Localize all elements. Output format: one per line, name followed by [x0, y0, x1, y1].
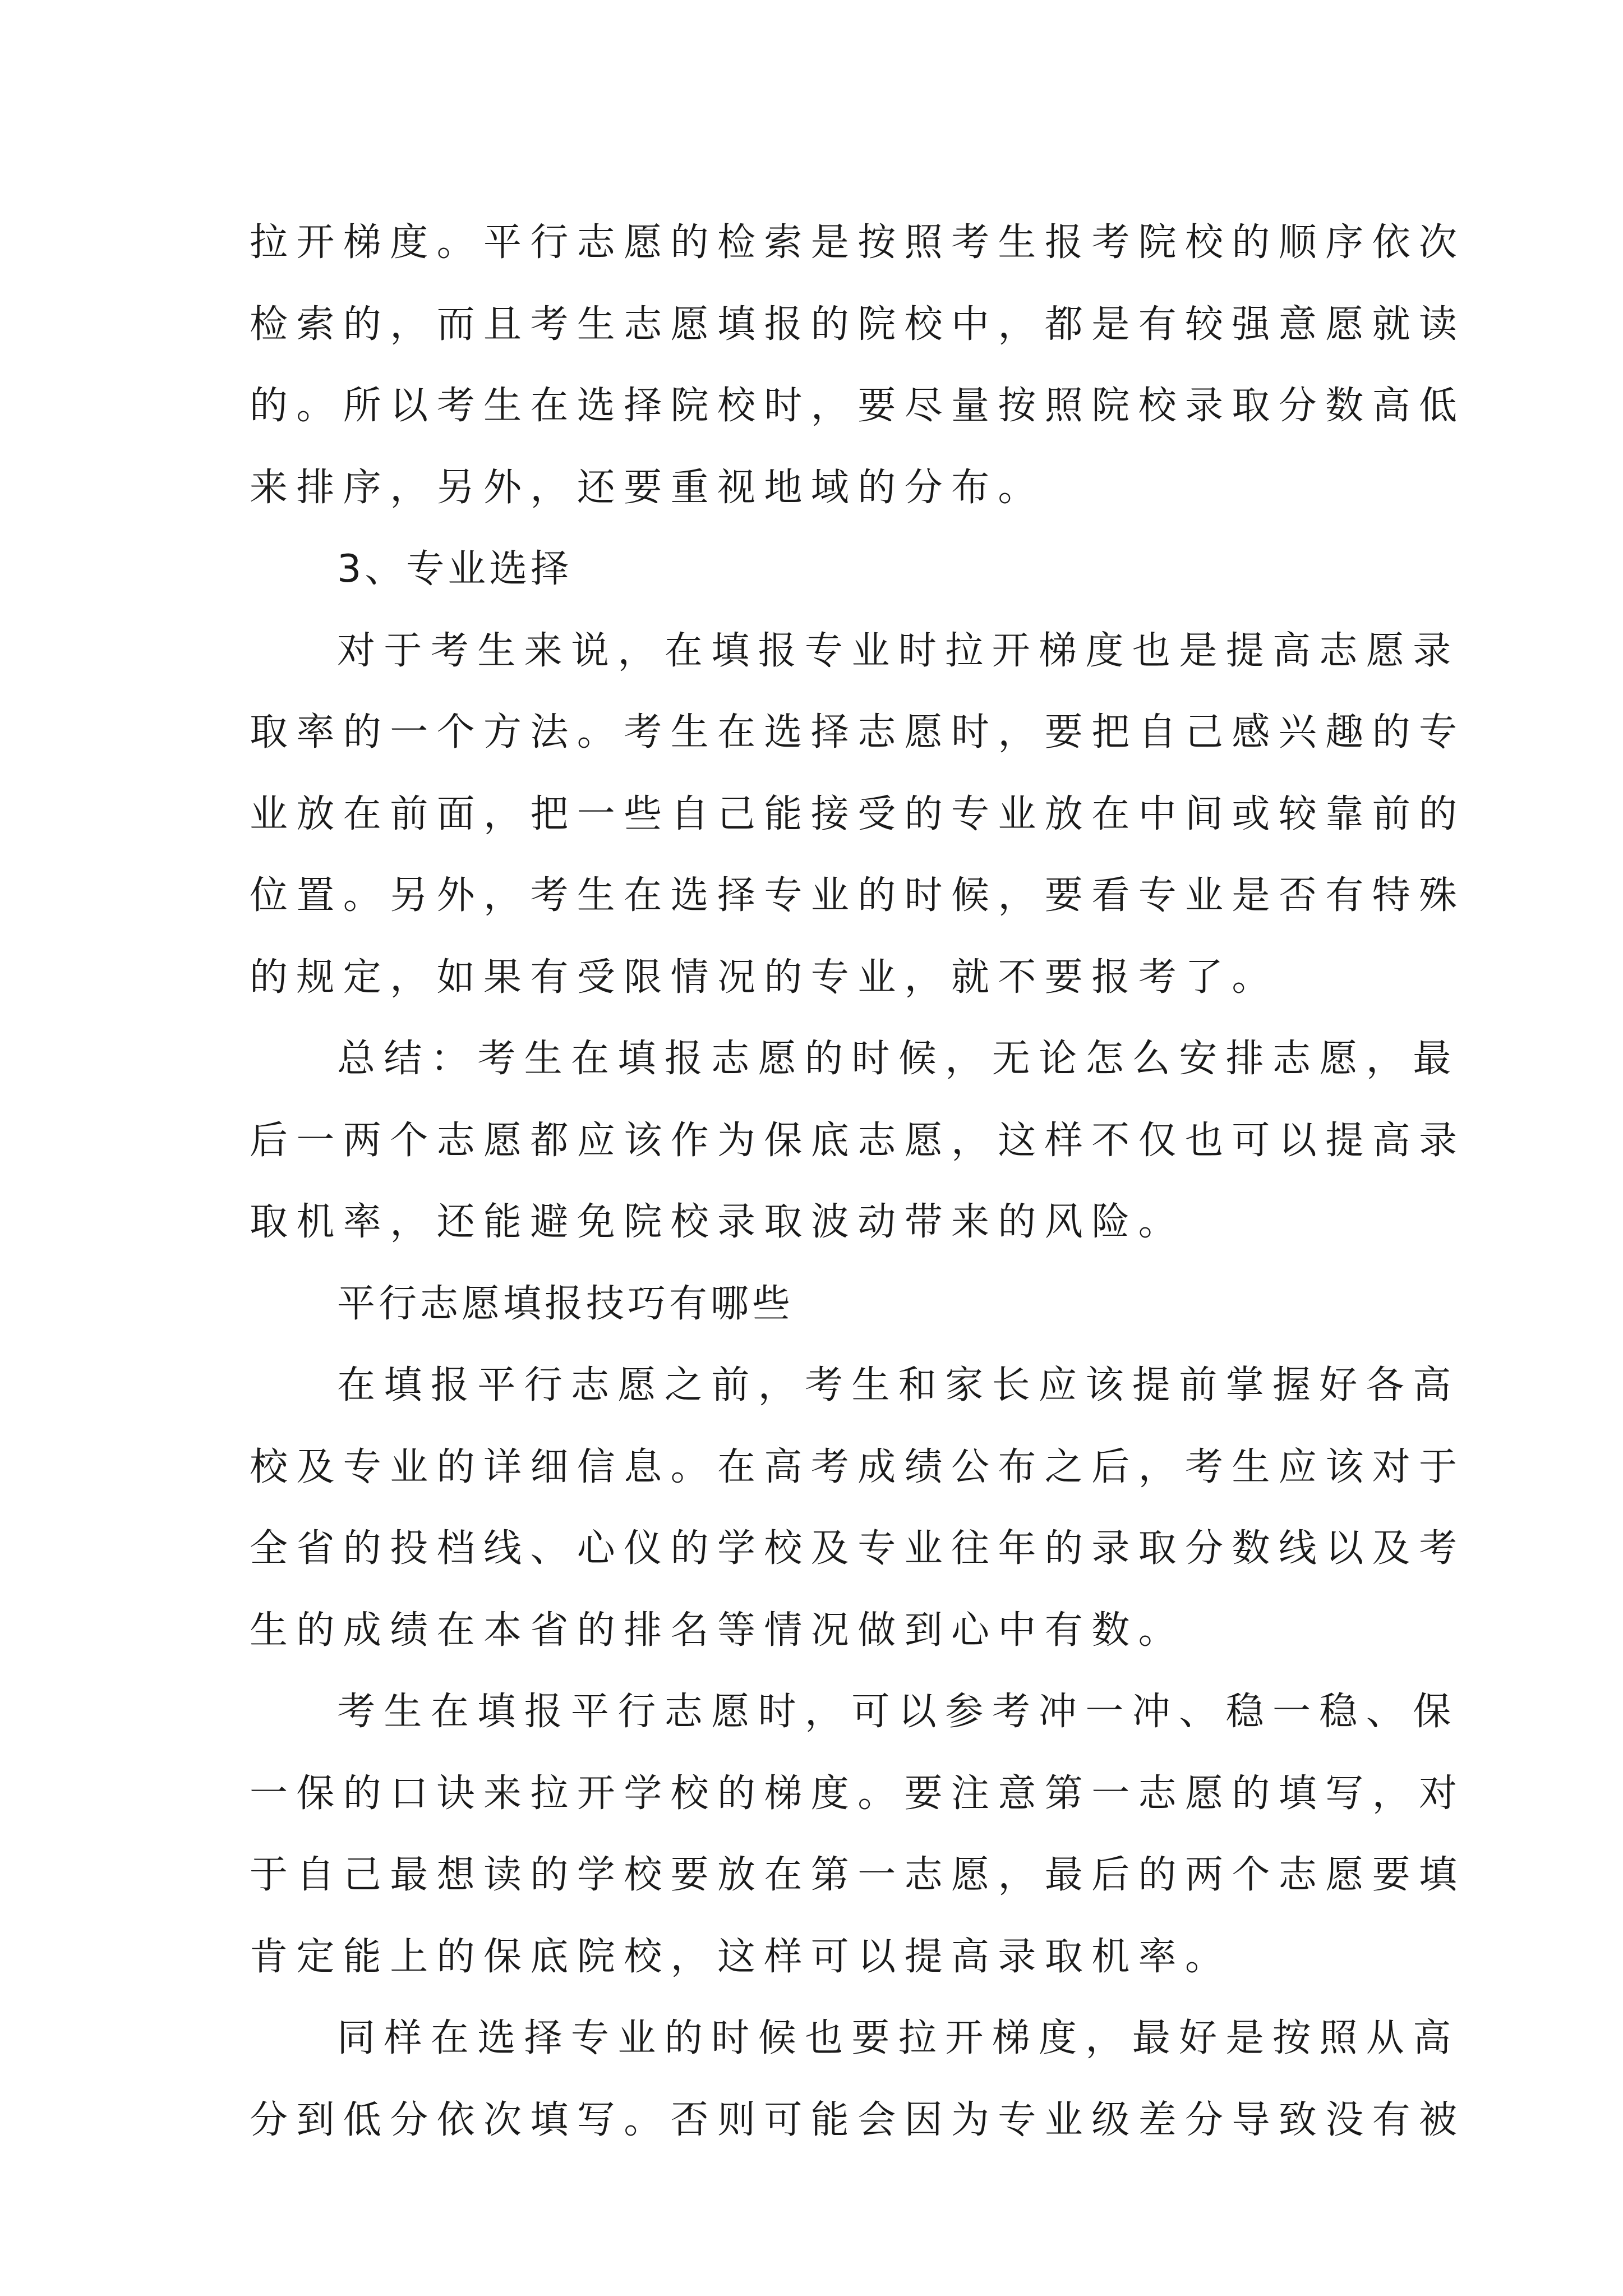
text-line: 校及专业的详细信息。在高考成绩公布之后，考生应该对于	[250, 1444, 1466, 1489]
section-heading: 3、专业选择	[337, 547, 573, 591]
text-line: 后一两个志愿都应该作为保底志愿，这样不仅也可以提高录	[250, 1118, 1466, 1163]
text-line: 生的成绩在本省的排名等情况做到心中有数。	[250, 1608, 1186, 1653]
text-line: 拉开梯度。平行志愿的检索是按照考生报考院校的顺序依次	[250, 220, 1466, 265]
section-heading: 平行志愿填报技巧有哪些	[337, 1281, 794, 1326]
text-line: 于自己最想读的学校要放在第一志愿，最后的两个志愿要填	[250, 1853, 1466, 1897]
text-line: 的规定，如果有受限情况的专业，就不要报考了。	[250, 955, 1279, 1000]
text-line: 在填报平行志愿之前，考生和家长应该提前掌握好各高	[337, 1363, 1460, 1407]
text-line: 同样在选择专业的时候也要拉开梯度，最好是按照从高	[337, 2016, 1460, 2060]
text-line: 全省的投档线、心仪的学校及专业往年的录取分数线以及考	[250, 1526, 1466, 1571]
text-line: 总结：考生在填报志愿的时候，无论怎么安排志愿，最	[337, 1037, 1460, 1081]
text-line: 位置。另外，考生在选择专业的时候，要看专业是否有特殊	[250, 873, 1466, 918]
text-line: 分到低分依次填写。否则可能会因为专业级差分导致没有被	[250, 2097, 1466, 2142]
text-line: 来排序，另外，还要重视地域的分布。	[250, 465, 1045, 510]
text-line: 对于考生来说，在填报专业时拉开梯度也是提高志愿录	[337, 628, 1460, 673]
text-line: 取率的一个方法。考生在选择志愿时，要把自己感兴趣的专	[250, 710, 1466, 754]
text-line: 一保的口诀来拉开学校的梯度。要注意第一志愿的填写，对	[250, 1771, 1466, 1816]
body-text	[250, 202, 1466, 2161]
text-line: 取机率，还能避免院校录取波动带来的风险。	[250, 1200, 1186, 1244]
text-line: 考生在填报平行志愿时，可以参考冲一冲、稳一稳、保	[337, 1690, 1460, 1734]
text-line: 肯定能上的保底院校，这样可以提高录取机率。	[250, 1934, 1232, 1979]
text-line: 检索的，而且考生志愿填报的院校中，都是有较强意愿就读	[250, 302, 1466, 347]
text-line: 业放在前面，把一些自己能接受的专业放在中间或较靠前的	[250, 792, 1466, 836]
text-line: 的。所以考生在选择院校时，要尽量按照院校录取分数高低	[250, 384, 1466, 428]
